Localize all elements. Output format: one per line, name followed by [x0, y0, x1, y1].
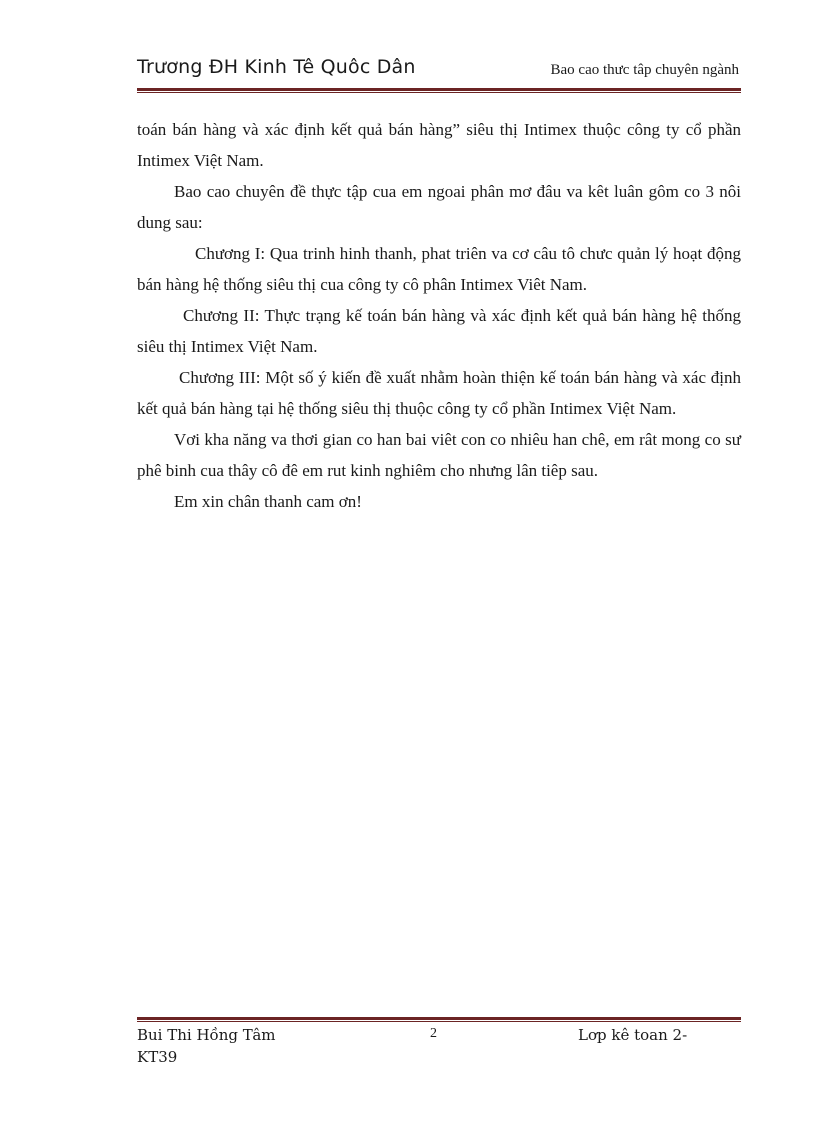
- footer-author: [137, 1024, 307, 1068]
- footer-author-code: KT39: [137, 1048, 178, 1066]
- paragraph-closing: Vơi kha năng va thơi gian co han bai viêt con co nhiêu han chê, em rât mong co sư phê binh cua thây cô đê em rut kinh nghiêm cho nhưng lân tiêp sau.: [137, 430, 741, 480]
- header-report-title: Bao cao thưc tâp chuyên ngành: [550, 62, 739, 78]
- footer-class: Lơp kê toan 2-: [578, 1026, 688, 1044]
- footer-divider: [137, 1017, 741, 1022]
- footer-author-name: Bui Thi Hồng Tâm: [137, 1026, 276, 1044]
- paragraph-continuation: toán bán hàng và xác định kết quả bán hàng” siêu thị Intimex thuộc công ty cổ phần Intimex Việt Nam.: [137, 120, 741, 170]
- page-number: 2: [430, 1026, 437, 1041]
- paragraph-chapter-3: Chương III: Một số ý kiến đề xuất nhằm hoàn thiện kế toán bán hàng và xác định kết quả bán hàng tại hệ thống siêu thị thuộc công ty cổ phần Intimex Việt Nam.: [137, 368, 741, 418]
- header-divider: [137, 88, 741, 93]
- body-text: [137, 114, 741, 517]
- paragraph-intro: Bao cao chuyên đề thực tập cua em ngoai phân mơ đâu va kêt luân gôm co 3 nôi dung sau:: [137, 182, 741, 232]
- paragraph-chapter-2: Chương II: Thực trạng kế toán bán hàng và xác định kết quả bán hàng hệ thống siêu thị Intimex Việt Nam.: [137, 306, 741, 356]
- paragraph-thanks: Em xin chân thanh cam ơn!: [174, 492, 362, 511]
- page-header: [137, 56, 741, 86]
- header-university: Trương ĐH Kinh Tê Quôc Dân: [137, 56, 416, 78]
- page-footer: [137, 1024, 741, 1074]
- paragraph-chapter-1: Chương I: Qua trinh hinh thanh, phat triên va cơ câu tô chưc quản lý hoạt động bán hàng hệ thống siêu thị cua công ty cô phân Intimex Viêt Nam.: [137, 244, 741, 294]
